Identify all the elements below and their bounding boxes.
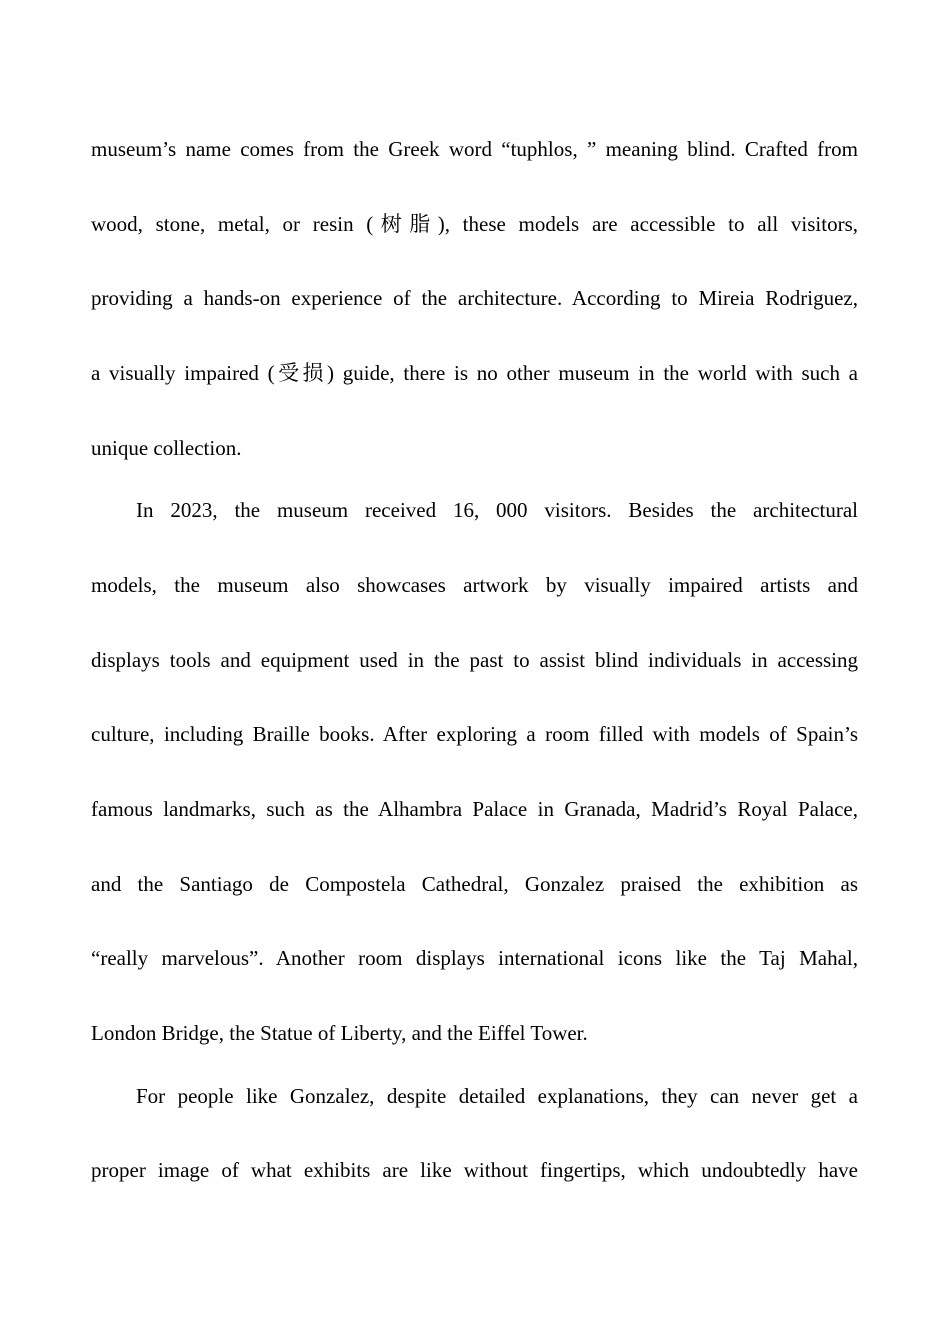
paragraph-2-line-4: culture, including Braille books. After exploring a room filled with models of Spain’s bbox=[91, 722, 858, 746]
paragraph-1-line-2: wood, stone, metal, or resin (树脂), these models are accessible to all visitors, bbox=[91, 212, 858, 236]
paragraph-1-line-1: museum’s name comes from the Greek word “tuphlos, ” meaning blind. Crafted from bbox=[91, 137, 858, 161]
paragraph-2-line-3: displays tools and equipment used in the past to assist blind individuals in accessing bbox=[91, 648, 858, 672]
paragraph-3-line-2: proper image of what exhibits are like without fingertips, which undoubtedly have bbox=[91, 1158, 858, 1182]
paragraph-3-line-1: For people like Gonzalez, despite detailed explanations, they can never get a bbox=[136, 1084, 858, 1108]
paragraph-2-line-2: models, the museum also showcases artwork by visually impaired artists and bbox=[91, 573, 858, 597]
paragraph-1-line-4: a visually impaired (受损) guide, there is no other museum in the world with such a bbox=[91, 361, 858, 385]
paragraph-2-line-1: In 2023, the museum received 16, 000 visitors. Besides the architectural bbox=[136, 498, 858, 522]
paragraph-2-line-8: London Bridge, the Statue of Liberty, and the Eiffel Tower. bbox=[91, 1021, 588, 1045]
paragraph-1-line-3: providing a hands-on experience of the architecture. According to Mireia Rodriguez, bbox=[91, 286, 858, 310]
paragraph-2-line-6: and the Santiago de Compostela Cathedral, Gonzalez praised the exhibition as bbox=[91, 872, 858, 896]
paragraph-1-line-5: unique collection. bbox=[91, 436, 242, 460]
paragraph-2-line-7: “really marvelous”. Another room displays international icons like the Taj Mahal, bbox=[91, 946, 858, 970]
paragraph-2-line-5: famous landmarks, such as the Alhambra Palace in Granada, Madrid’s Royal Palace, bbox=[91, 797, 858, 821]
